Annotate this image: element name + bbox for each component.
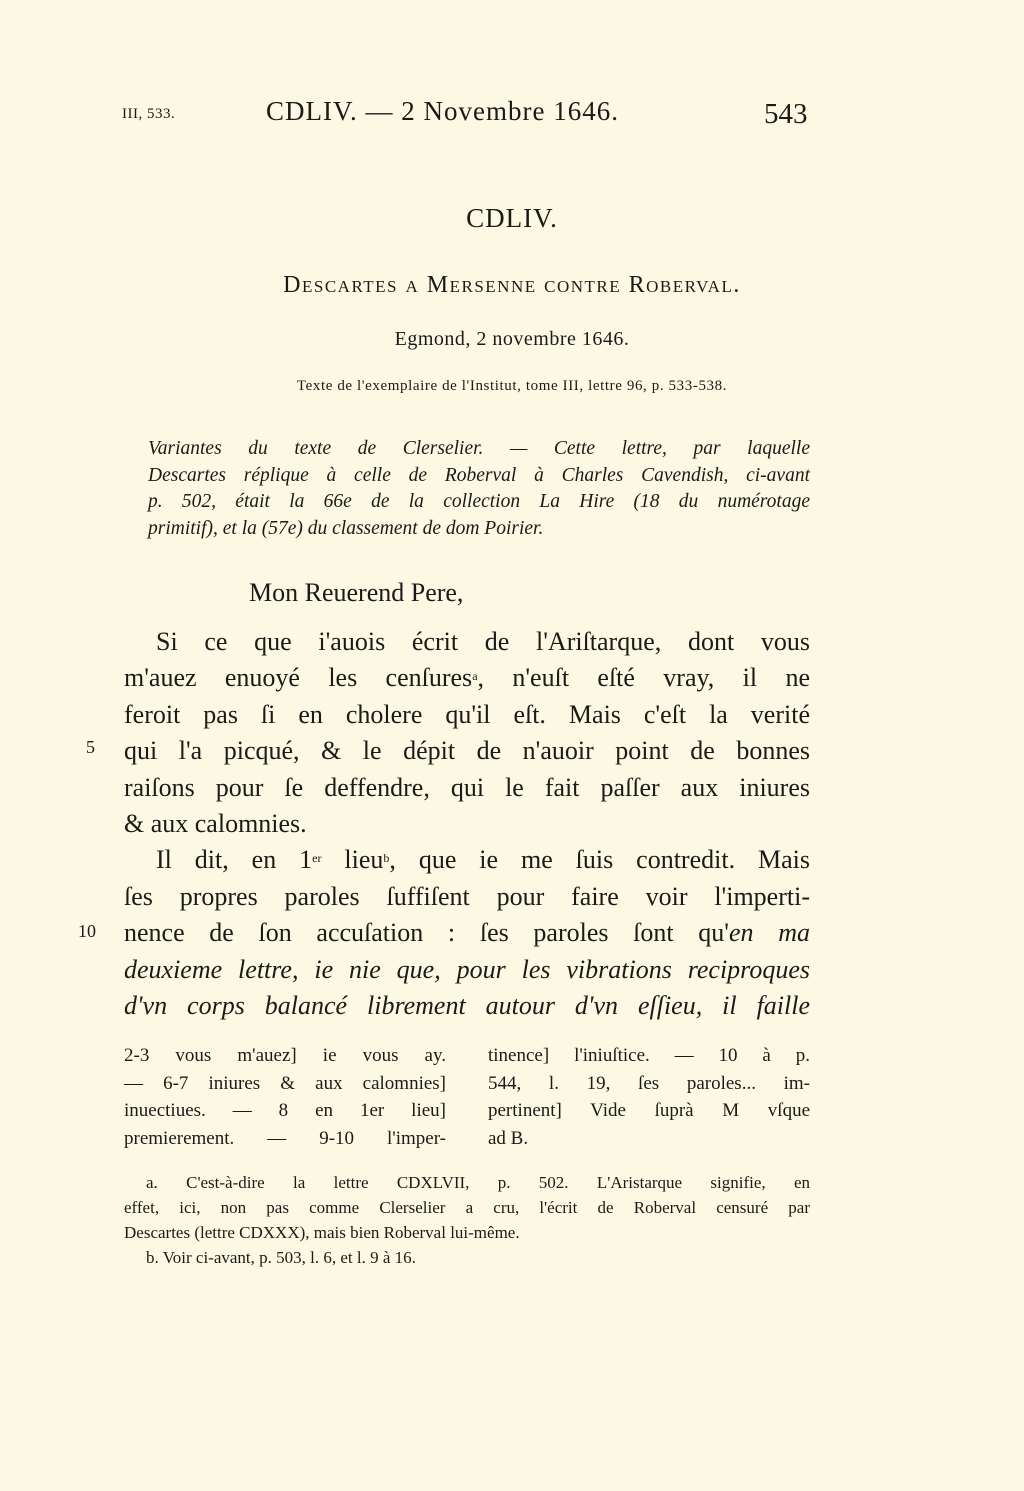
body-text-segment: , que ie me ſuis contredit. Mais (389, 845, 810, 875)
footnote-line: Descartes (lettre CDXXX), mais bien Roberval lui-même. (124, 1223, 520, 1242)
body-text-segment: , n'euſt eſté vray, il ne (477, 663, 810, 693)
letter-body (124, 624, 810, 1024)
apparatus-line: tinence] l'iniuſtice. — 10 à p. (488, 1045, 810, 1066)
body-text-segment: nence de ſon accuſation : ſes paroles ſont qu' (124, 918, 729, 948)
footnote-line: b. Voir ci-avant, p. 503, l. 6, et l. 9 à 16. (146, 1248, 416, 1267)
body-text-segment: Il dit, en 1 (156, 845, 313, 875)
body-line (124, 842, 810, 878)
letter-place-date: Egmond, 2 novembre 1646. (394, 328, 630, 350)
apparatus-line: pertinent] Vide ſuprà M vſque (488, 1100, 810, 1121)
variantes-line: Variantes du texte de Clerselier. — Cette lettre, par laquelle (148, 438, 810, 459)
running-head-reference: III, 533. (122, 106, 176, 122)
apparatus-left (124, 1042, 446, 1152)
quoted-text: en ma (728, 918, 810, 948)
apparatus-line: 544, l. 19, ſes paroles... im- (488, 1072, 810, 1094)
body-line: deuxieme lettre, ie nie que, pour les vibrations reciproques (124, 954, 810, 984)
page-number: 543 (764, 98, 808, 130)
running-head-title: CDLIV. — 2 Novembre 1646. (266, 96, 619, 126)
variantes-line: p. 502, était la 66e de la collection La Hire (18 du numérotage (148, 491, 810, 512)
apparatus-line: premierement. — 9-10 l'imper- (124, 1127, 446, 1149)
apparatus-line: ad B. (488, 1127, 529, 1149)
body-line (124, 660, 810, 696)
body-line: d'vn corps balancé librement autour d'vn eſſieu, il faille (124, 990, 810, 1020)
footnote-line: effet, ici, non pas comme Clerselier a cru, l'écrit de Roberval censuré par (124, 1198, 810, 1217)
variantes-line: Descartes réplique à celle de Roberval à Charles Cavendish, ci-avant (148, 464, 810, 486)
line-number: 10 (78, 921, 96, 941)
body-text-segment: m'auez enuoyé les cenſures (124, 663, 473, 693)
apparatus-line: inuectiues. — 8 en 1er lieu] (124, 1100, 446, 1121)
body-text-segment: lieu (321, 845, 384, 875)
body-line: Si ce que i'auois écrit de l'Ariſtarque, dont vous (156, 627, 810, 656)
variantes-line: primitif), et la (57e) du classement de dom Poirier. (148, 517, 544, 539)
apparatus-right (488, 1042, 810, 1152)
footnote-ref: b (383, 851, 390, 866)
body-line: feroit pas ſi en cholere qu'il eſt. Mais c'eſt la verité (124, 699, 810, 729)
body-line (124, 915, 810, 951)
letter-address: Descartes a Mersenne contre Roberval. (283, 272, 741, 298)
apparatus-line: 2-3 vous m'auez] ie vous ay. (124, 1045, 446, 1066)
apparatus-line: — 6-7 iniures & aux calomnies] (124, 1072, 446, 1094)
body-line: ſes propres paroles ſuffiſent pour faire voir l'imperti- (124, 881, 810, 911)
salutation: Mon Reuerend Pere, (249, 578, 464, 607)
footnote-line: a. C'est-à-dire la lettre CDXLVII, p. 502. L'Aristarque signifie, en (146, 1173, 810, 1192)
line-number: 5 (86, 737, 95, 757)
footnotes (124, 1170, 810, 1270)
ordinal-sup: er (312, 851, 322, 866)
footnote-ref: a (472, 669, 478, 684)
letter-number: CDLIV. (466, 203, 558, 233)
letter-source: Texte de l'exemplaire de l'Institut, tome III, lettre 96, p. 533-538. (296, 378, 728, 394)
body-line: raiſons pour ſe deffendre, qui le fait paſſer aux iniures (124, 772, 810, 802)
body-line: qui l'a picqué, & le dépit de n'auoir point de bonnes (124, 736, 810, 766)
body-line: & aux calomnies. (124, 808, 307, 838)
variantes-note (148, 436, 810, 542)
